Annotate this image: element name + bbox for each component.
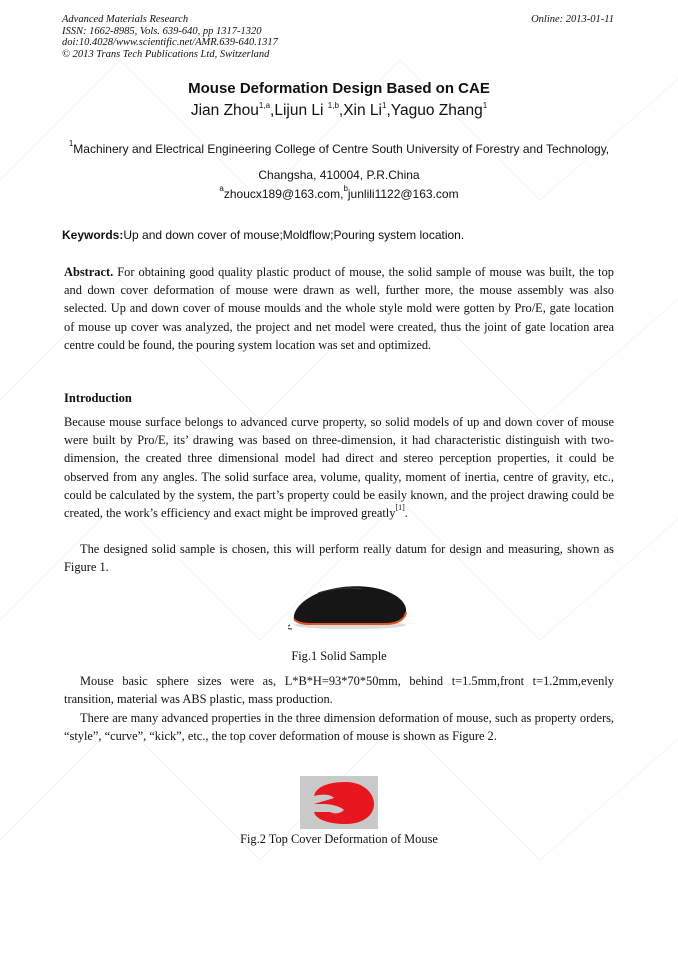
figure-solid-sample-image [288, 581, 410, 631]
keywords-label: Keywords: [62, 228, 124, 242]
paragraph: Mouse basic sphere sizes were as, L*B*H=93*70*50mm, behind t=1.5mm,front t=1.2mm,evenly transition, material was ABS plastic, mass production. [64, 674, 614, 707]
affiliation-text: Machinery and Electrical Engineering College of Centre South University of Forestry and Technology, Changsha, 410004, P.R.China [73, 142, 610, 182]
affiliation [62, 136, 616, 188]
journal-info [62, 14, 278, 60]
doi-line[interactable]: doi:10.4028/www.scientific.net/AMR.639-640.1317 [62, 37, 278, 48]
abstract-label: Abstract. [64, 265, 114, 279]
author-affiliation-mark: 1 [482, 101, 488, 110]
author-name: Lijun Li [274, 102, 328, 119]
author-affiliation-mark: 1 [382, 101, 387, 110]
abstract [64, 263, 614, 354]
citation-ref[interactable]: [1] [395, 503, 405, 513]
author-name: Xin Li [343, 102, 382, 119]
figure-top-cover-image [300, 776, 378, 829]
paragraph: There are many advanced properties in the three dimension deformation of mouse, such as property orders, “style”, “curve”, “kick”, etc., the top cover deformation of mouse is shown as Figure 2. [64, 711, 614, 744]
paragraph: The designed solid sample is chosen, this will perform really datum for design and measuring, shown as Figure 1. [64, 542, 614, 575]
figure-2-caption: Fig.2 Top Cover Deformation of Mouse [240, 832, 438, 846]
journal-name: Advanced Materials Research [62, 14, 189, 25]
email-link[interactable]: junlili1122@163.com [347, 187, 459, 201]
email-list: $^a$zhoucx189@163.com,$^b$junlili1122@163.com [219, 184, 459, 201]
online-date: Online: 2013-01-11 [531, 14, 614, 25]
author-affiliation-mark: 1,a [258, 101, 271, 110]
keywords-text: Up and down cover of mouse;Moldflow;Pouring system location. [123, 228, 465, 242]
figure-1-caption: Fig.1 Solid Sample [291, 649, 387, 663]
issn-line: ISSN: 1662-8985, Vols. 639-640, pp 1317-1320 [62, 25, 262, 37]
author-list: Jian Zhou$^{1,a}$,Lijun Li $^{1,b}$,Xin Li$^1$,Yaguo Zhang$^1$ [190, 101, 488, 119]
paragraph: Because mouse surface belongs to advanced curve property, so solid models of up and down cover of mouse were built by Pro/E, its’ drawing was based on three-dimension, it had characteristic distinguish with two-dimension, the created three dimensional model had direct and stereo perception properties, it could be observed from any angles. The solid surface area, volume, quality, moment of inertia, centre of gravity, etc., could be calculated by the system, the part’s property could be easily known, and the project drawing could be created, the work’s efficiency and exact might be improved greatly[1]. [64, 415, 614, 521]
section-heading-introduction: Introduction [64, 391, 132, 405]
author-name: Yaguo Zhang [390, 102, 483, 119]
affiliation-mark: 1 [68, 139, 74, 148]
abstract-text: For obtaining good quality plastic product of mouse, the solid sample of mouse was built, the top and down cover deformation of mouse were drawn as well, further more, the mouse assembly was also selected. Up and down cover of mouse moulds and the whole style mold were gotten by Pro/E, gate location of mouse up cover was analyzed, the project and net model were created, thus the joint of gate location area centre could be found, the pouring system location was set and optimized. [64, 265, 614, 352]
paper-title: Mouse Deformation Design Based on CAE [188, 80, 490, 97]
email-link[interactable]: zhoucx189@163.com, [223, 187, 344, 201]
author-name: Jian Zhou [190, 102, 259, 119]
keywords [62, 228, 616, 242]
copyright-line: © 2013 Trans Tech Publications Ltd, Switzerland [62, 48, 270, 60]
author-affiliation-mark: 1,b [327, 101, 339, 110]
